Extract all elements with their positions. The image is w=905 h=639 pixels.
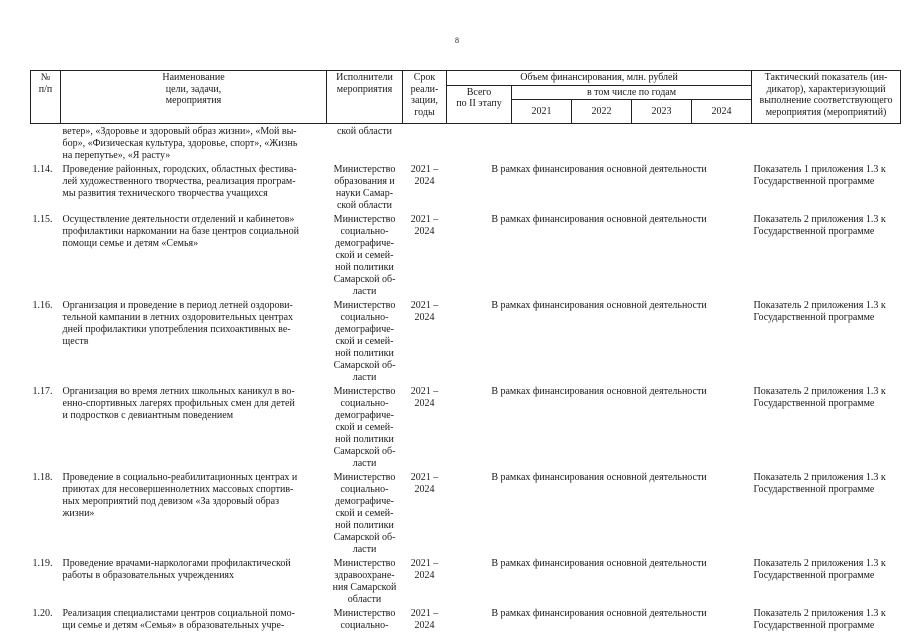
program-activities-table: [30, 70, 901, 636]
header-by-years: в том числе по годам: [512, 85, 752, 100]
cell-executor: Министерство социально- демографиче- ской и семей- ной политики Самарской об- ласти: [333, 300, 396, 383]
cell-funding: В рамках финансирования основной деятельности: [491, 214, 707, 225]
cell-num: 1.14.: [32, 164, 53, 175]
cell-indicator: Показатель 1 приложения 1.3 к Государственной программе: [753, 164, 886, 187]
cell-name: Осуществление деятельности отделений и кабинетов» профилактики наркомании на базе центров социальной помощи семье и детям «Семья»: [62, 214, 299, 249]
table-body: [31, 124, 901, 637]
cell-num: 1.19.: [32, 558, 53, 569]
cell-indicator: Показатель 2 приложения 1.3 к Государственной программе: [753, 214, 886, 237]
cell-executor: Министерство социально- демографиче- ской и семей- ной политики Самарской об- ласти: [333, 386, 396, 469]
cell-indicator: Показатель 2 приложения 1.3 к Государственной программе: [753, 300, 886, 323]
cell-num: 1.20.: [32, 608, 53, 619]
cell-num: 1.18.: [32, 472, 53, 483]
header-term: Срок реали- зации, годы: [403, 71, 447, 124]
cell-num: 1.15.: [32, 214, 53, 225]
cell-executor: Министерство социально- демографиче- ской и семей- ной политики Самарской об- ласти: [333, 472, 396, 555]
header-executors: Исполнители мероприятия: [327, 71, 403, 124]
cell-funding: В рамках финансирования основной деятельности: [491, 164, 707, 175]
header-funding: Объем финансирования, млн. рублей: [447, 71, 752, 86]
cell-num: 1.17.: [32, 386, 53, 397]
header-name: Наименование цели, задачи, мероприятия: [61, 71, 327, 124]
cell-executor: Министерство здравоохране- ния Самарской области: [332, 558, 397, 605]
cell-executor: Министерство социально-: [333, 608, 396, 631]
cell-term: 2021 – 2024: [410, 386, 439, 409]
header-total: Всего по II этапу: [447, 85, 512, 124]
cell-num: [31, 124, 61, 163]
header-indicator: Тактический показатель (ин- дикатор), характеризующий выполнение соответствующего мероприятия (мероприятий): [752, 71, 901, 124]
cell-name: Организация и проведение в период летней оздорови- тельной кампании в летних оздоровительных центрах дней профилактики употребления психоактивных ве- ществ: [62, 300, 294, 347]
cell-name: Проведение в социально-реабилитационных центрах и приютах для несовершеннолетних массовых спортив- ных мероприятий под девизом «За здоровый образ жизни»: [62, 472, 298, 519]
header-year-2021: 2021: [512, 100, 572, 124]
cell-term: 2021 – 2024: [410, 214, 439, 237]
cell-term: 2021 – 2024: [410, 164, 439, 187]
header-year-2022: 2022: [572, 100, 632, 124]
cell-executor: ской области: [336, 126, 393, 137]
table-row-1-19: [31, 556, 901, 606]
table-row-1-20: [31, 606, 901, 636]
cell-funding: В рамках финансирования основной деятельности: [491, 472, 707, 483]
header-num: № п/п: [31, 71, 61, 124]
cell-term: 2021 – 2024: [410, 608, 439, 631]
cell-name: Реализация специалистами центров социальной помо- щи семье и детям «Семья» в образовательных учре-: [62, 608, 295, 631]
cell-indicator: Показатель 2 приложения 1.3 к Государственной программе: [753, 558, 886, 581]
page-number: 8: [455, 36, 459, 45]
cell-empty: [403, 124, 901, 163]
cell-num: 1.16.: [32, 300, 53, 311]
cell-funding: В рамках финансирования основной деятельности: [491, 300, 707, 311]
header-year-2024: 2024: [692, 100, 752, 124]
table-row-1-14: [31, 162, 901, 212]
cell-term: 2021 – 2024: [410, 558, 439, 581]
cell-funding: В рамках финансирования основной деятельности: [491, 386, 707, 397]
table-row-1-17: [31, 384, 901, 470]
cell-indicator: Показатель 2 приложения 1.3 к Государственной программе: [753, 386, 886, 409]
cell-funding: В рамках финансирования основной деятельности: [491, 608, 707, 619]
table-row-1-16: [31, 298, 901, 384]
table-row-1-18: [31, 470, 901, 556]
table-row-continuation: [31, 124, 901, 163]
cell-funding: В рамках финансирования основной деятельности: [491, 558, 707, 569]
cell-name: Проведение районных, городских, областных фестива- лей художественного творчества, реализация програм- мы развития технического творчества учащихся: [62, 164, 297, 199]
cell-name: ветер», «Здоровье и здоровый образ жизни», «Мой вы- бор», «Физическая культура, здоровье, спорт», «Жизнь на перепутье», «Я расту»: [62, 126, 298, 161]
cell-indicator: Показатель 2 приложения 1.3 к Государственной программе: [753, 472, 886, 495]
cell-indicator: Показатель 2 приложения 1.3 к Государственной программе: [753, 608, 886, 631]
program-table-sheet: [30, 70, 901, 636]
cell-executor: Министерство социально- демографиче- ской и семей- ной политики Самарской об- ласти: [333, 214, 396, 297]
header-year-2023: 2023: [632, 100, 692, 124]
cell-name: Проведение врачами-наркологами профилактической работы в образовательных учреждениях: [62, 558, 291, 581]
cell-term: 2021 – 2024: [410, 472, 439, 495]
table-header: [31, 71, 901, 124]
cell-term: 2021 – 2024: [410, 300, 439, 323]
table-row-1-15: [31, 212, 901, 298]
cell-executor: Министерство образования и науки Самар- ской области: [333, 164, 396, 211]
cell-name: Организация во время летних школьных каникул в во- енно-спортивных лагерях профильных смен для детей и подростков с девиантным поведением: [62, 386, 295, 421]
